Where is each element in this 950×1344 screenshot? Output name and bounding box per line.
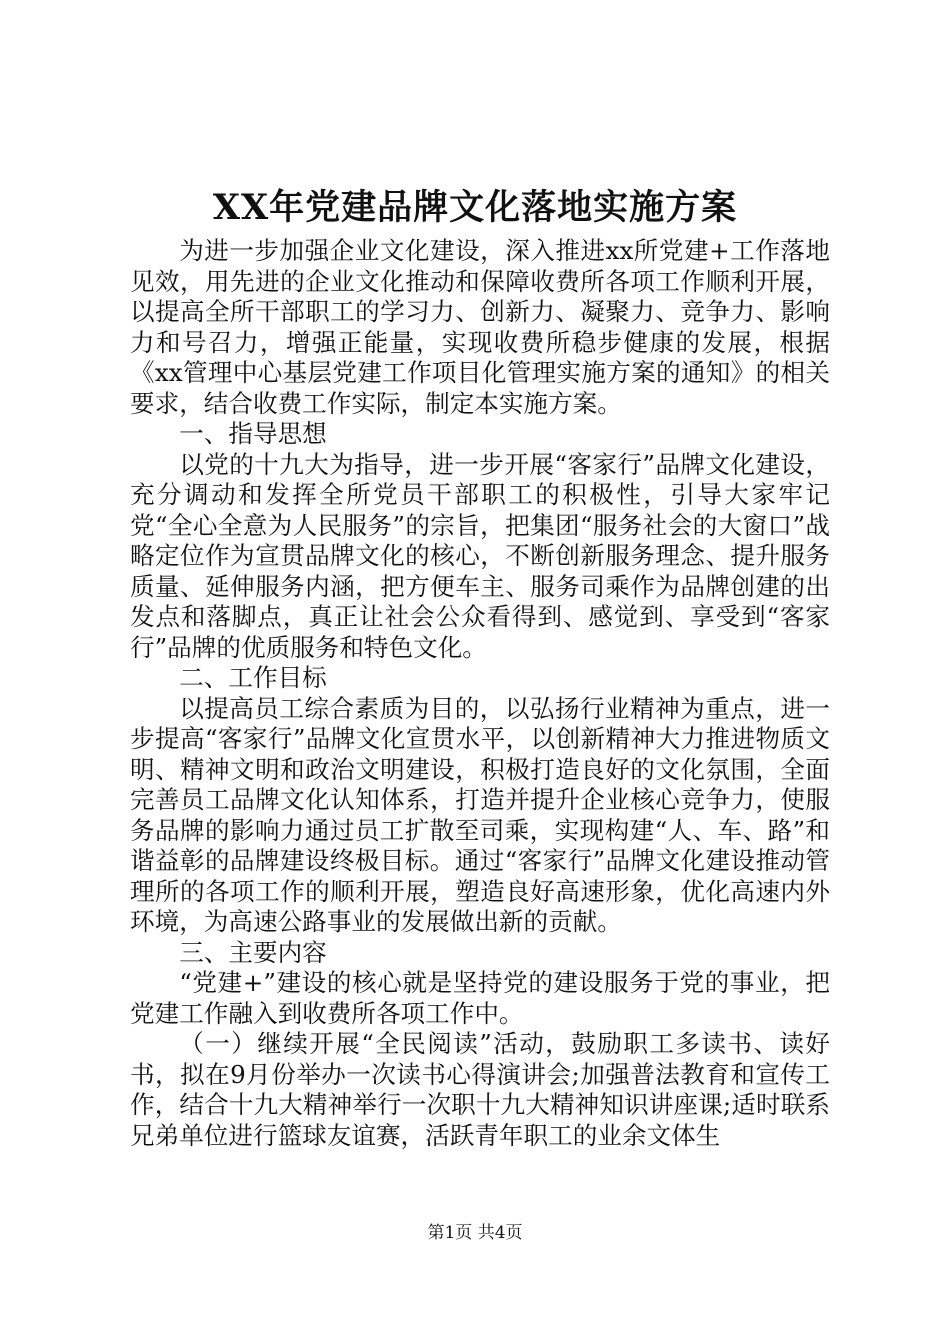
document-title: XX年党建品牌文化落地实施方案: [212, 187, 738, 228]
section-heading-guiding-ideology: 一、指导思想: [179, 419, 327, 448]
main-content-item-1: （一）继续开展“全民阅读”活动，鼓励职工多读书、读好书，拟在9月份举办一次读书心得演讲会;加强普法教育和宣传工作，结合十九大精神举行一次职十九大精神知识讲座课;适时联系兄弟单位进行篮球友谊赛，活跃青年职工的业余文体生: [130, 1029, 830, 1150]
work-goals-paragraph: 以提高员工综合素质为目的，以弘扬行业精神为重点，进一步提高“客家行”品牌文化宣贯水平，以创新精神大力推进物质文明、精神文明和政治文明建设，积极打造良好的文化氛围，全面完善员工品牌文化认知体系，打造并提升企业核心竞争力，使服务品牌的影响力通过员工扩散至司乘，实现构建“人、车、路”和谐益彰的品牌建设终极目标。通过“客家行”品牌文化建设推动管理所的各项工作的顺利开展，塑造良好高速形象，优化高速内外环境，为高速公路事业的发展做出新的贡献。: [130, 693, 830, 936]
intro-paragraph: 为进一步加强企业文化建设，深入推进xx所党建+工作落地见效，用先进的企业文化推动和保障收费所各项工作顺利开展，以提高全所干部职工的学习力、创新力、凝聚力、竞争力、影响力和号召力，增强正能量，实现收费所稳步健康的发展，根据《xx管理中心基层党建工作项目化管理实施方案的通知》的相关要求，结合收费工作实际，制定本实施方案。: [130, 236, 830, 418]
page-footer: 第1页 共4页: [427, 1223, 523, 1243]
section-heading-main-content: 三、主要内容: [179, 937, 327, 967]
section-heading-work-goals: 二、工作目标: [179, 663, 327, 692]
main-content-paragraph: “党建+”建设的核心就是坚持党的建设服务于党的事业，把党建工作融入到收费所各项工作中。: [130, 968, 830, 1028]
document-body: [130, 236, 830, 1151]
guiding-ideology-paragraph: 以党的十九大为指导，进一步开展“客家行”品牌文化建设，充分调动和发挥全所党员干部职工的积极性，引导大家牢记党“全心全意为人民服务”的宗旨，把集团“服务社会的大窗口”战略定位作为宣贯品牌文化的核心，不断创新服务理念、提升服务质量、延伸服务内涵，把方便车主、服务司乘作为品牌创建的出发点和落脚点，真正让社会公众看得到、感觉到、享受到“客家行”品牌的优质服务和特色文化。: [130, 449, 830, 662]
